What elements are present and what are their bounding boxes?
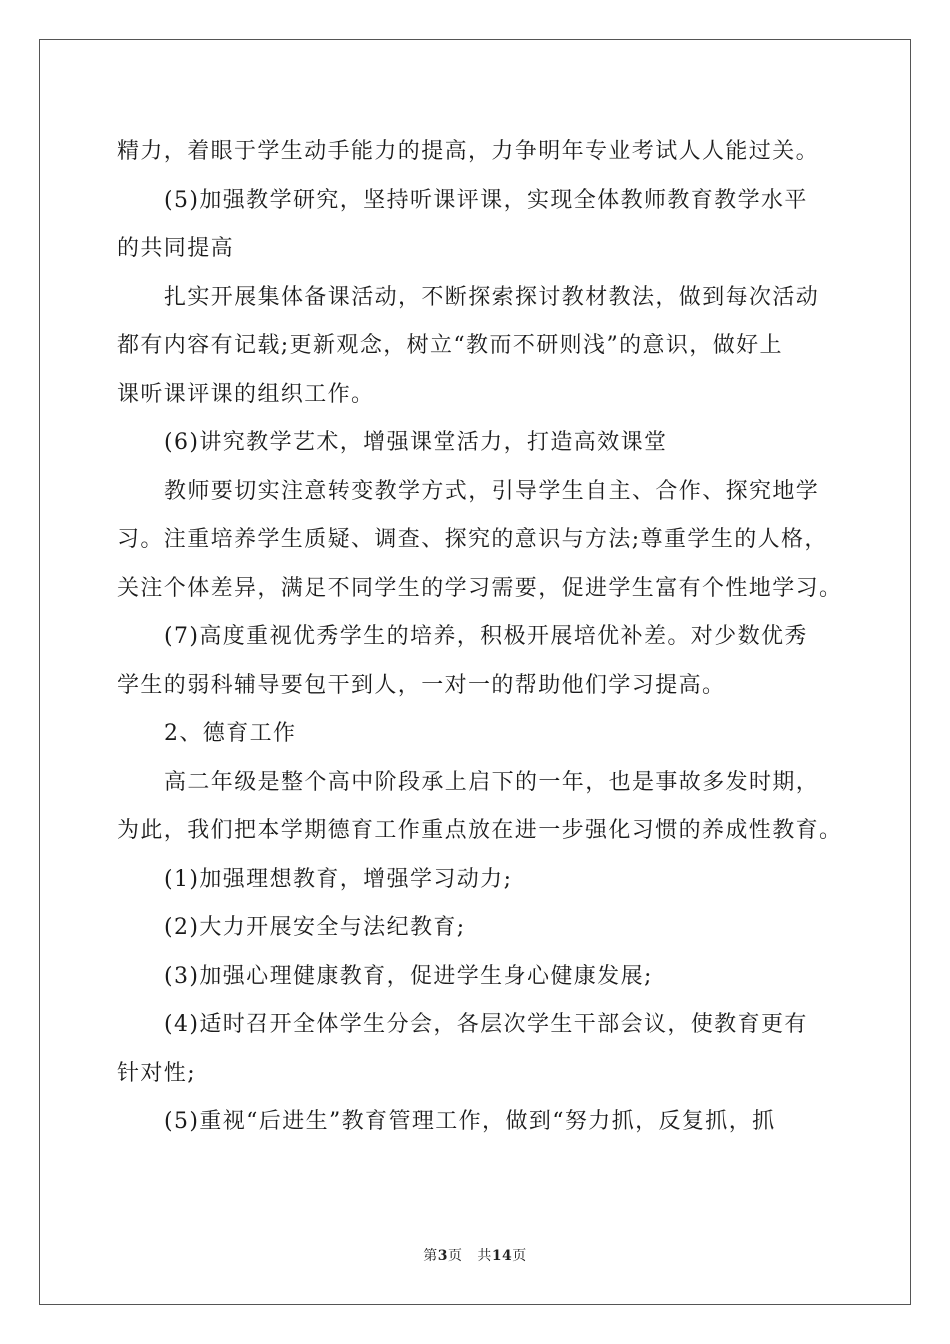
text-line: (5)重视“后进生”教育管理工作，做到“努力抓，反复抓，抓 bbox=[164, 1109, 776, 1134]
text-line: 教师要切实注意转变教学方式，引导学生自主、合作、探究地学 bbox=[164, 478, 820, 504]
total-label-prefix: 共 bbox=[477, 1248, 492, 1264]
total-page-count: 14 bbox=[491, 1248, 513, 1264]
text-line: (4)适时召开全体学生分会，各层次学生干部会议，使教育更有 bbox=[164, 1012, 808, 1037]
page-footer bbox=[0, 1245, 950, 1265]
text-line: (6)讲究教学艺术，增强课堂活力，打造高效课堂 bbox=[164, 430, 668, 455]
text-line: 精力，着眼于学生动手能力的提高，力争明年专业考试人人能过关。 bbox=[117, 139, 820, 164]
text-line: 针对性; bbox=[117, 1060, 197, 1086]
text-line: 学生的弱科辅导要包干到人，一对一的帮助他们学习提高。 bbox=[117, 672, 726, 698]
text-line: 习。注重培养学生质疑、调查、探究的意识与方法;尊重学生的人格， bbox=[117, 527, 828, 552]
current-page-number: 3 bbox=[437, 1248, 448, 1264]
text-line: 都有内容有记载;更新观念，树立“教而不研则浅”的意识，做好上 bbox=[117, 333, 783, 358]
text-line: 高二年级是整个高中阶段承上启下的一年，也是事故多发时期， bbox=[164, 769, 820, 795]
page-label-prefix: 第 bbox=[423, 1248, 438, 1264]
text-line: (3)加强心理健康教育，促进学生身心健康发展; bbox=[164, 963, 653, 989]
text-line: 的共同提高 bbox=[117, 236, 235, 261]
text-line: (5)加强教学研究，坚持听课评课，实现全体教师教育教学水平 bbox=[164, 187, 808, 213]
text-line: 2、德育工作 bbox=[164, 721, 297, 746]
text-line: 扎实开展集体备课活动，不断探索探讨教材教法，做到每次活动 bbox=[164, 284, 820, 310]
page-label-suffix: 页 bbox=[447, 1248, 463, 1264]
text-line: 关注个体差异，满足不同学生的学习需要，促进学生富有个性地学习。 bbox=[117, 575, 843, 601]
text-line: (7)高度重视优秀学生的培养，积极开展培优补差。对少数优秀 bbox=[164, 624, 808, 649]
total-label-suffix: 页 bbox=[512, 1248, 527, 1264]
document-body bbox=[117, 128, 843, 1147]
text-line: (2)大力开展安全与法纪教育; bbox=[164, 915, 466, 940]
text-line: 课听课评课的组织工作。 bbox=[117, 381, 375, 407]
text-line: 为此，我们把本学期德育工作重点放在进一步强化习惯的养成性教育。 bbox=[117, 818, 843, 843]
text-line: (1)加强理想教育，增强学习动力; bbox=[164, 866, 513, 892]
